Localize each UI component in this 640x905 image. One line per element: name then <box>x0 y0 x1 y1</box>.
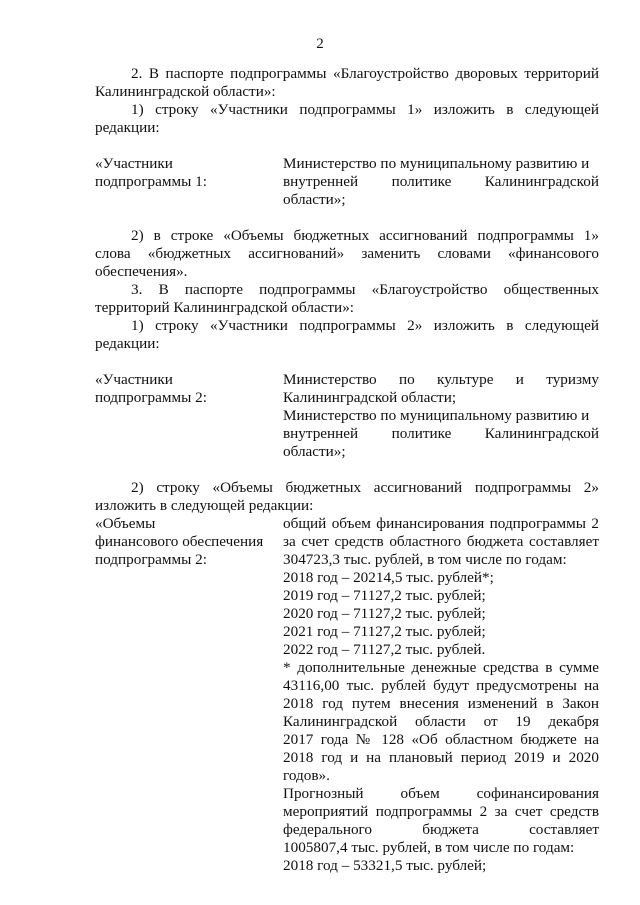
item2-table-right-line3: области»; <box>283 191 346 208</box>
item2-table-left-line2: подпрограммы 1: <box>95 173 207 190</box>
item2-table-right-line1: Министерство по муниципальному развитию и <box>283 155 590 172</box>
item3-table-left-line1: «Участники <box>95 371 173 388</box>
fin-right-line: 2021 год – 71127,2 тыс. рублей; <box>283 623 486 640</box>
fin-right-line: федерального бюджета составляет <box>283 821 599 838</box>
fin-right-line: 2019 год – 71127,2 тыс. рублей; <box>283 587 486 604</box>
item3-table-right-line3: Министерство по муниципальному развитию и <box>283 407 590 424</box>
item3-table-right-line1: Министерство по культуре и туризму <box>283 371 599 388</box>
fin-right-line: 1005807,4 тыс. рублей, в том числе по годам: <box>283 839 575 856</box>
item2-table-left-line1: «Участники <box>95 155 173 172</box>
fin-right-line: * дополнительные денежные средства в сумме <box>283 659 599 676</box>
fin-right-line: 304723,3 тыс. рублей, в том числе по годам: <box>283 551 567 568</box>
item2-sub2-line2: слова «бюджетных ассигнований» заменить словами «финансового <box>95 245 599 262</box>
page-number: 2 <box>316 36 324 52</box>
item3-intro-line2: территорий Калининградской области»: <box>95 299 355 316</box>
fin-right-line: мероприятий подпрограммы 2 за счет средств <box>283 803 599 820</box>
item3-intro-line1: 3. В паспорте подпрограммы «Благоустройство общественных <box>131 281 599 298</box>
fin-right-line: 43116,00 тыс. рублей будут предусмотрены на <box>283 677 599 694</box>
item3-sub1-line2: редакции: <box>95 335 160 352</box>
item3-sub2-line1: 2) строку «Объемы бюджетных ассигнований подпрограммы 2» <box>131 479 599 496</box>
fin-right-line: 2020 год – 71127,2 тыс. рублей; <box>283 605 486 622</box>
fin-right-line: 2018 год – 53321,5 тыс. рублей; <box>283 857 487 874</box>
item2-sub1-line1: 1) строку «Участники подпрограммы 1» изложить в следующей <box>131 101 599 118</box>
fin-left-line1: «Объемы <box>95 515 156 532</box>
fin-right-line: общий объем финансирования подпрограммы 2 <box>283 515 599 532</box>
item3-table-left-line2: подпрограммы 2: <box>95 389 207 406</box>
item3-table-right-line2: Калининградской области; <box>283 389 457 406</box>
fin-left-line3: подпрограммы 2: <box>95 551 207 568</box>
fin-right-line: Прогнозный объем софинансирования <box>283 785 599 802</box>
item2-intro-line2: Калининградской области»: <box>95 83 276 100</box>
item2-sub1-line2: редакции: <box>95 119 160 136</box>
item2-sub2-line3: обеспечения». <box>95 263 188 280</box>
item3-table-right-line4: внутренней политике Калининградской <box>283 425 599 442</box>
fin-right-line: 2017 года № 128 «Об областном бюджете на <box>283 731 599 748</box>
fin-right-line: 2018 год – 20214,5 тыс. рублей*; <box>283 569 494 586</box>
item2-table-right-line2: внутренней политике Калининградской <box>283 173 599 190</box>
item2-intro-line1: 2. В паспорте подпрограммы «Благоустройство дворовых территорий <box>131 65 599 82</box>
fin-left-line2: финансового обеспечения <box>95 533 264 550</box>
item3-sub1-line1: 1) строку «Участники подпрограммы 2» изложить в следующей <box>131 317 599 334</box>
item2-sub2-line1: 2) в строке «Объемы бюджетных ассигнований подпрограммы 1» <box>131 227 599 244</box>
fin-right-line: 2018 год путем внесения изменений в Закон <box>283 695 599 712</box>
fin-right-line: 2022 год – 71127,2 тыс. рублей. <box>283 641 486 658</box>
fin-right-line: 2018 год и на плановый период 2019 и 2020 <box>283 749 599 766</box>
item3-sub2-line2: изложить в следующей редакции: <box>95 497 314 514</box>
fin-right-line: за счет средств областного бюджета составляет <box>283 533 599 550</box>
fin-right-line: Калининградской области от 19 декабря <box>283 713 599 730</box>
item3-table-right-line5: области»; <box>283 443 346 460</box>
fin-right-line: годов». <box>283 767 330 784</box>
